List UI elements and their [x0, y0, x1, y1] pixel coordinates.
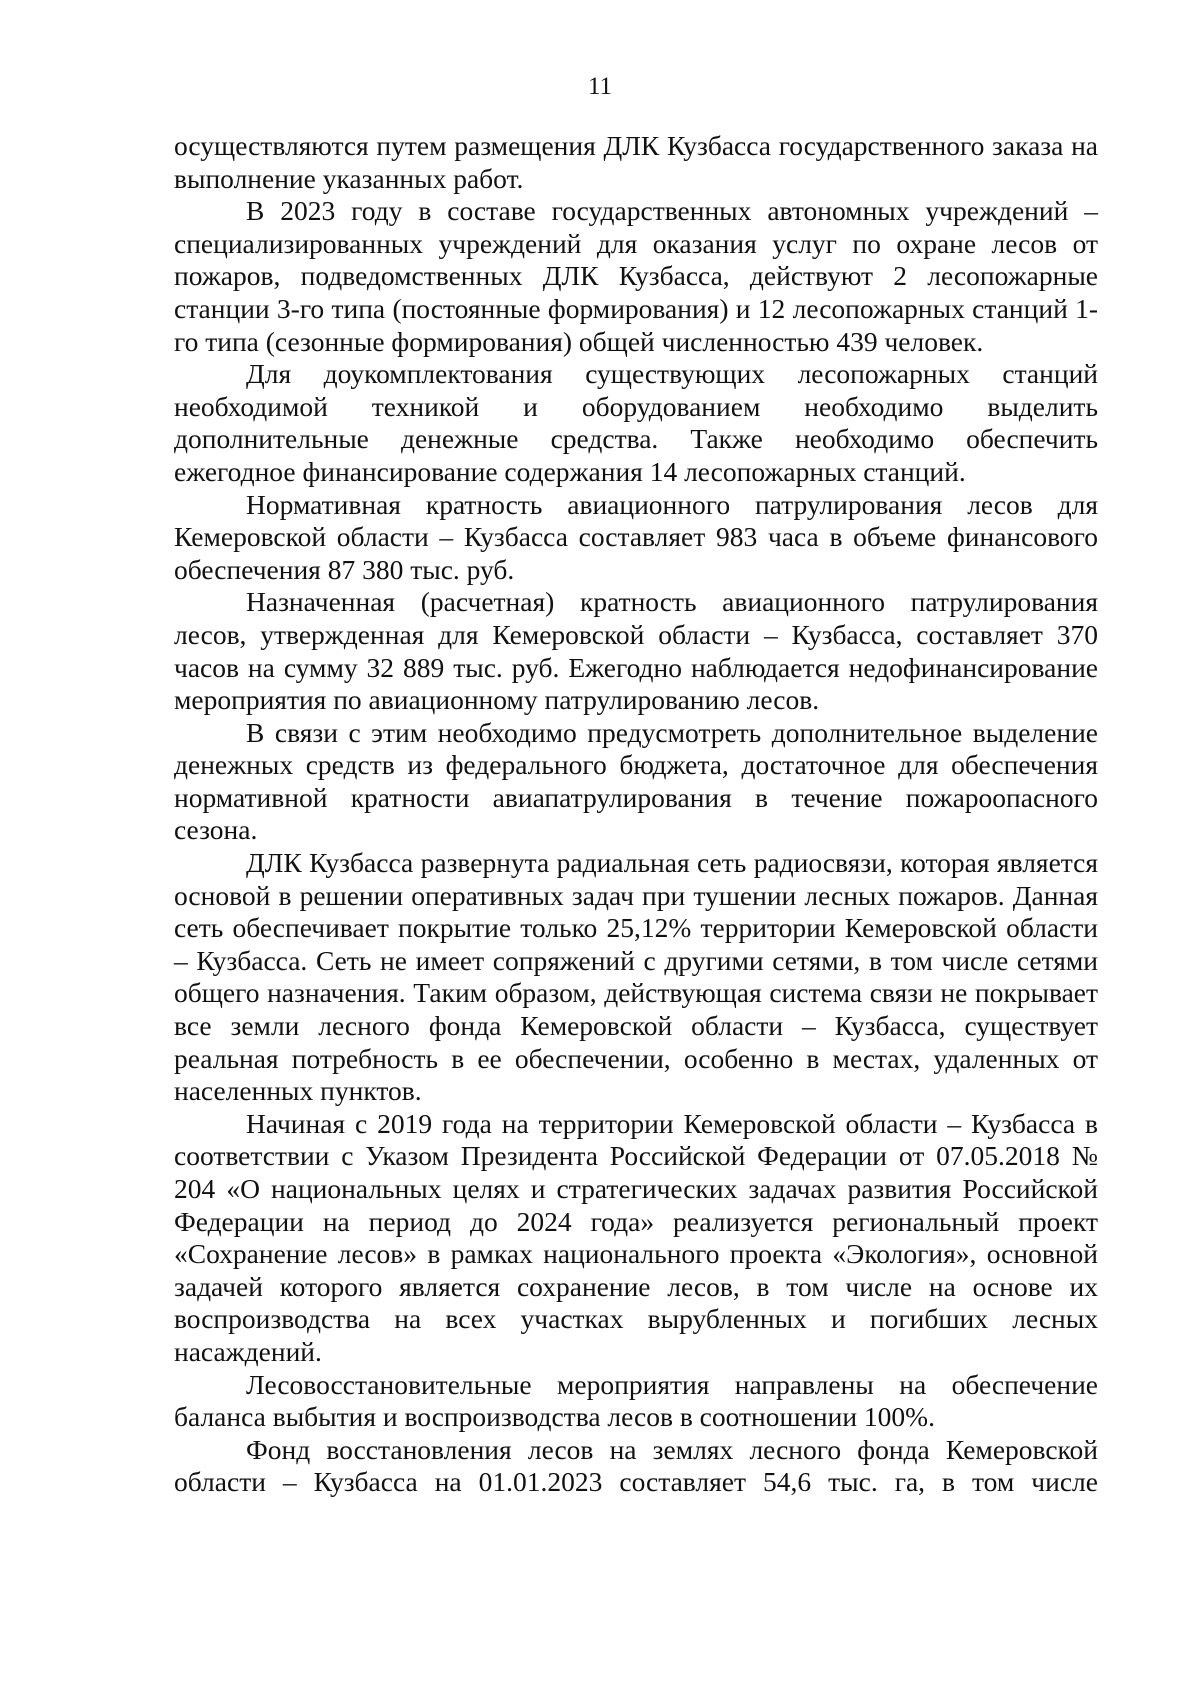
paragraph-9: Лесовосстановительные мероприятия направлены на обеспечение баланса выбытия и воспроизводства лесов в соотношении 100%. [174, 1368, 1098, 1433]
paragraph-4: Нормативная кратность авиационного патрулирования лесов для Кемеровской области – Кузбасса составляет 983 часа в объеме финансового обеспечения 87 380 тыс. руб. [174, 488, 1098, 585]
page-number: 11 [587, 73, 613, 100]
paragraph-7: ДЛК Кузбасса развернута радиальная сеть радиосвязи, которая является основой в решении оперативных задач при тушении лесных пожаров. Данная сеть обеспечивает покрытие только 25,12% территории Кемеровской области – Кузбасса. Сеть не имеет сопряжений с другими сетями, в том числе сетями общего назначения. Таким образом, действующая система связи не покрывает все земли лесного фонда Кемеровской области – Кузбасса, существует реальная потребность в ее обеспечении, особенно в местах, удаленных от населенных пунктов. [174, 847, 1098, 1107]
paragraph-8: Начиная с 2019 года на территории Кемеровской области – Кузбасса в соответствии с Указом Президента Российской Федерации от 07.05.2018 № 204 «О национальных целях и стратегических задачах развития Российской Федерации на период до 2024 года» реализуется региональный проект «Сохранение лесов» в рамках национального проекта «Экология», основной задачей которого является сохранение лесов, в том числе на основе их воспроизводства на всех участках вырубленных и погибших лесных насаждений. [174, 1107, 1098, 1367]
paragraph-5: Назначенная (расчетная) кратность авиационного патрулирования лесов, утвержденная для Кемеровской области – Кузбасса, составляет 370 часов на сумму 32 889 тыс. руб. Ежегодно наблюдается недофинансирование мероприятия по авиационному патрулированию лесов. [174, 586, 1098, 716]
paragraph-3: Для доукомплектования существующих лесопожарных станций необходимой техникой и оборудованием необходимо выделить дополнительные денежные средства. Также необходимо обеспечить ежегодное финансирование содержания 14 лесопожарных станций. [174, 358, 1098, 487]
paragraph-6: В связи с этим необходимо предусмотреть дополнительное выделение денежных средств из федерального бюджета, достаточное для обеспечения нормативной кратности авиапатрулирования в течение пожароопасного сезона. [174, 716, 1098, 846]
paragraph-1: осуществляются путем размещения ДЛК Кузбасса государственного заказа на выполнение указанных работ. [174, 130, 1098, 194]
paragraph-10: Фонд восстановления лесов на землях лесного фонда Кемеровской области – Кузбасса на 01.01.2023 составляет 54,6 тыс. га, в том числе [174, 1433, 1098, 1498]
paragraph-2: В 2023 году в составе государственных автономных учреждений – специализированных учреждений для оказания услуг по охране лесов от пожаров, подведомственных ДЛК Кузбасса, действуют 2 лесопожарные станции 3-го типа (постоянные формирования) и 12 лесопожарных станций 1-го типа (сезонные формирования) общей численностью 439 человек. [174, 195, 1098, 357]
document-body [174, 130, 1098, 1499]
